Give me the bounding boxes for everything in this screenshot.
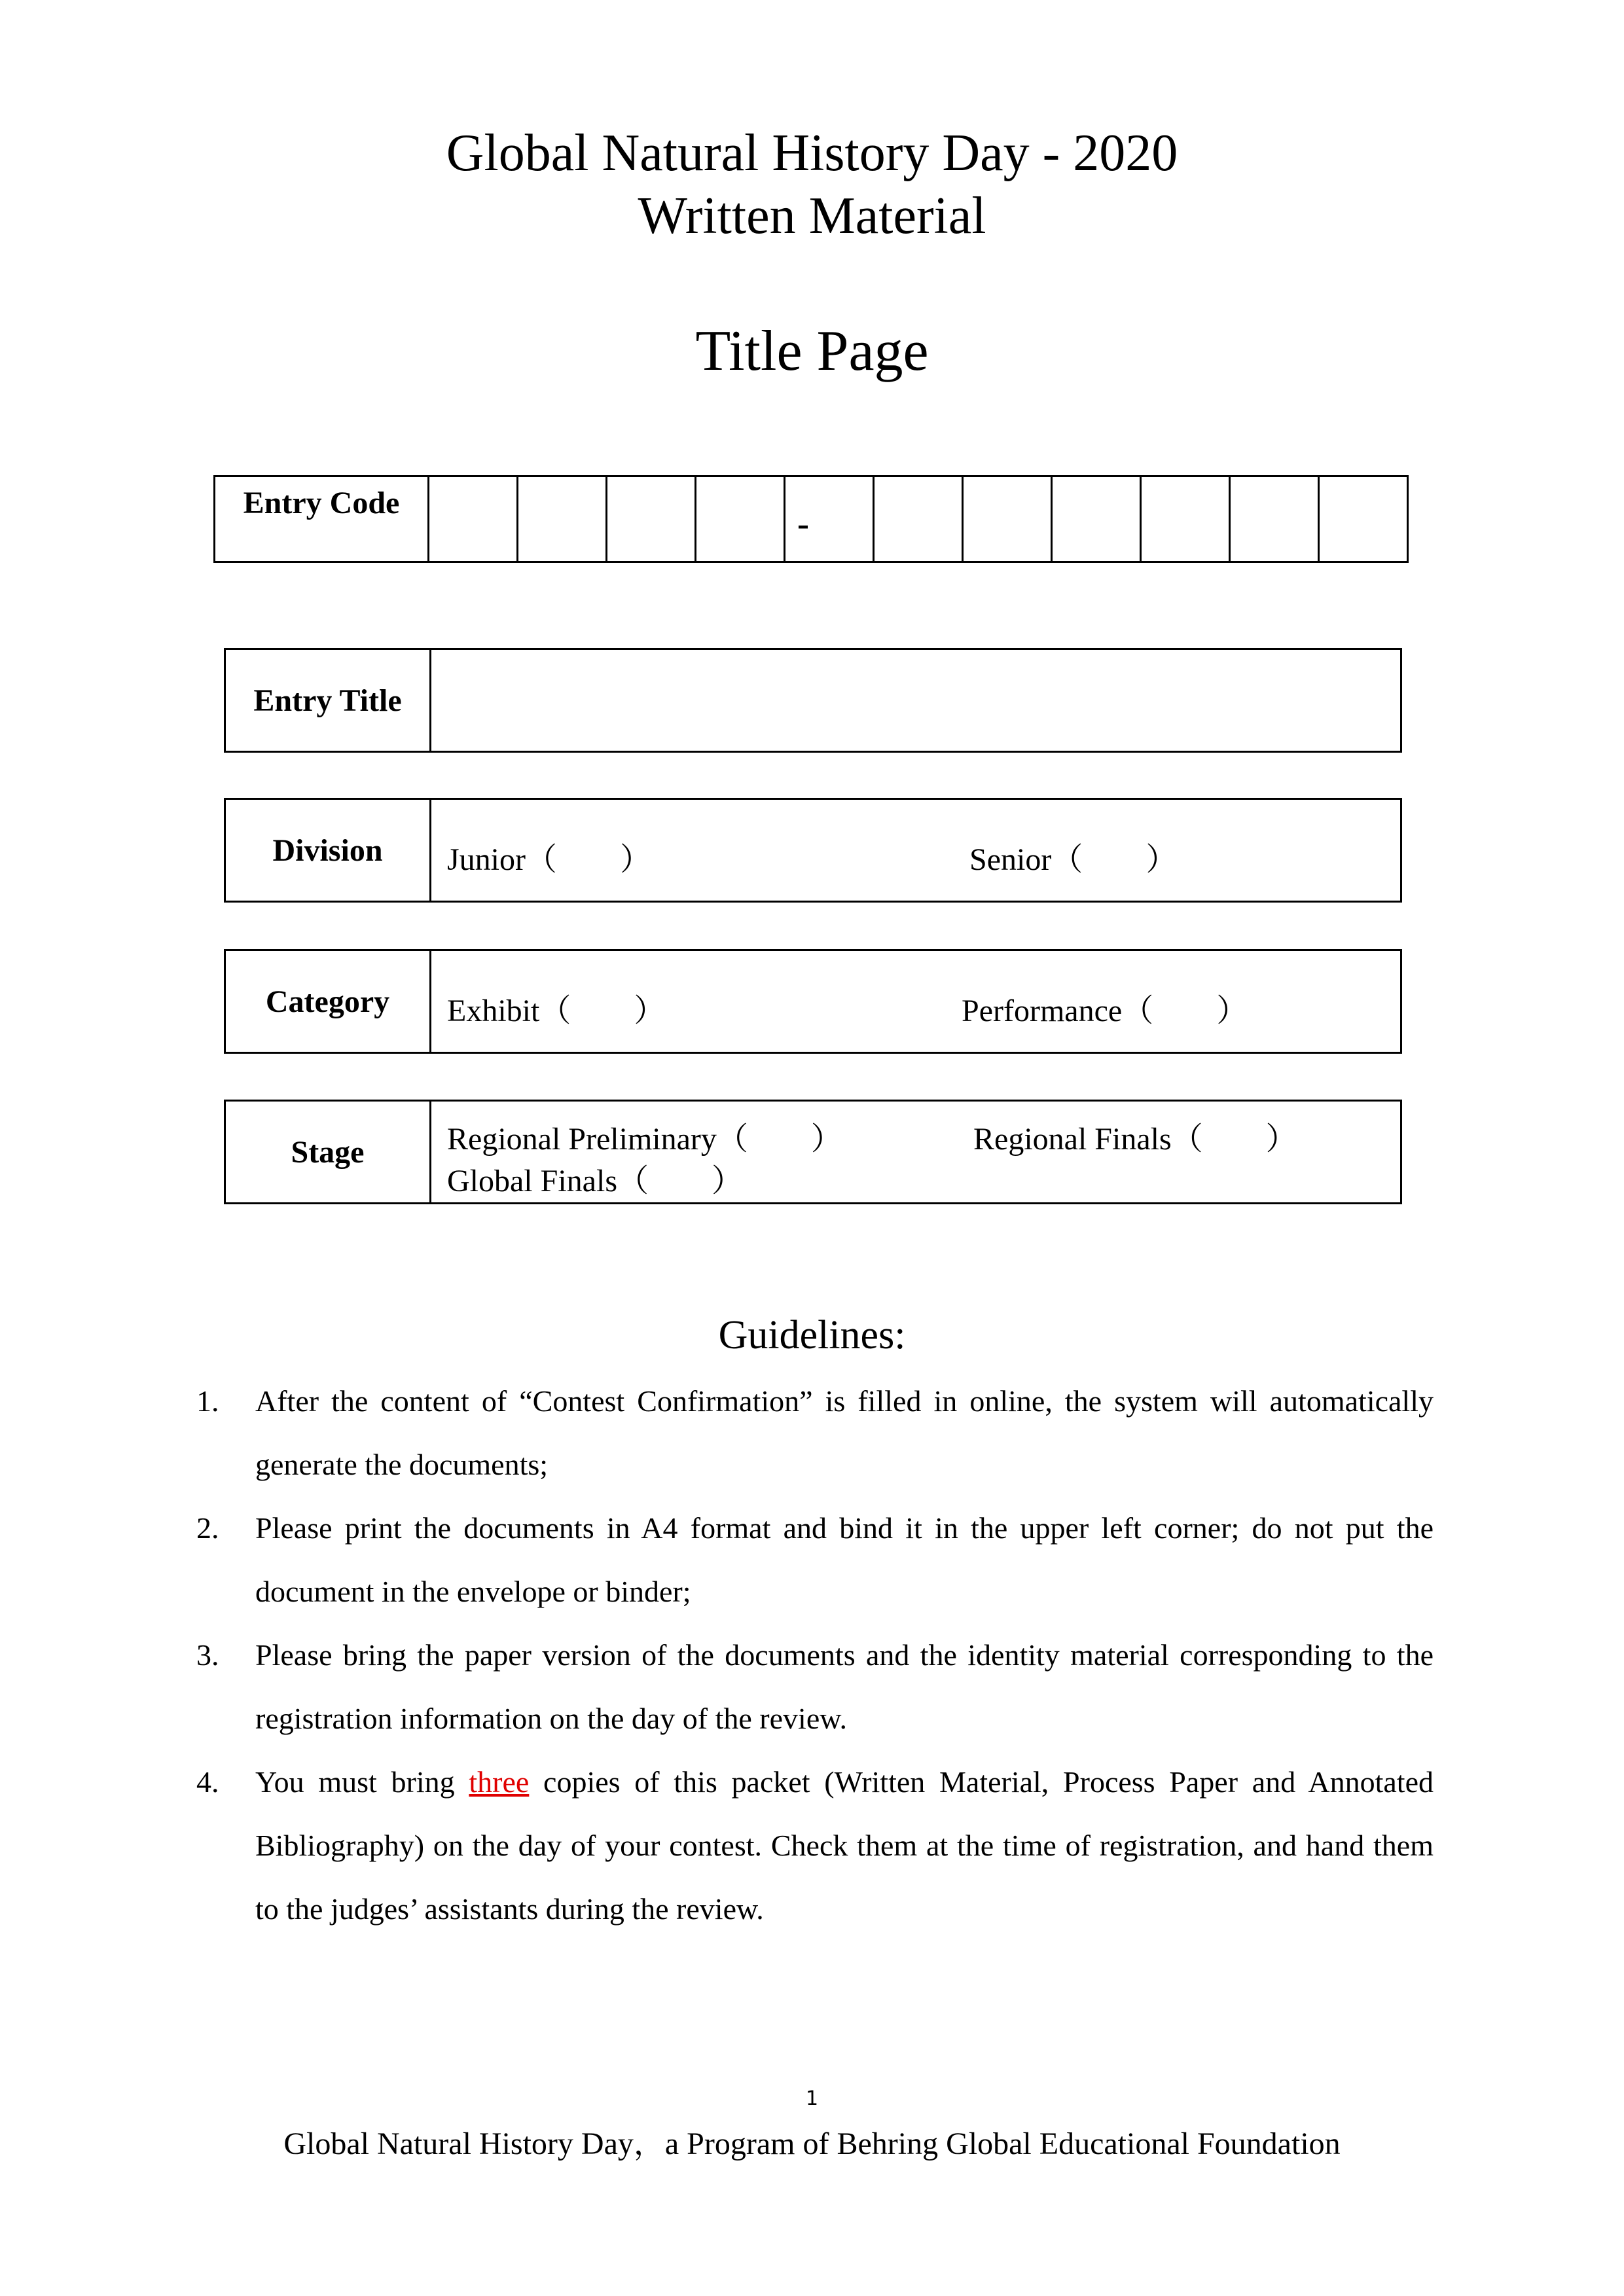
guideline-text-before: You must bring [255,1765,455,1799]
division-option-junior[interactable]: Junior（ ） [447,842,652,877]
stage-box [224,1100,1402,1204]
guideline-number: 3. [196,1638,219,1672]
entry-code-cell-5[interactable] [874,476,963,562]
entry-code-table [213,475,1409,563]
guideline-item [196,1750,1434,1941]
entry-code-cell-6[interactable] [963,476,1052,562]
guideline-item [196,1369,1434,1496]
entry-code-cell-1[interactable] [429,476,518,562]
entry-code-cell-7[interactable] [1052,476,1141,562]
division-label: Division [226,800,431,901]
stage-option-global-finals[interactable]: Global Finals（ ） [447,1164,743,1198]
stage-option-regional-finals[interactable]: Regional Finals（ ） [973,1122,1297,1157]
stage-option-regional-preliminary[interactable]: Regional Preliminary（ ） [447,1122,842,1157]
entry-code-label: Entry Code [215,476,429,562]
entry-code-cell-2[interactable] [518,476,607,562]
entry-code-cell-9[interactable] [1230,476,1319,562]
entry-code-cell-8[interactable] [1141,476,1230,562]
entry-code-cell-3[interactable] [607,476,696,562]
entry-code-cell-4[interactable] [696,476,785,562]
division-option-senior[interactable]: Senior（ ） [969,842,1178,877]
guideline-number: 2. [196,1511,219,1545]
guideline-text: Please print the documents in A4 format and bind it in the upper left corner; do not put the document in the envelope or binder; [255,1511,1434,1608]
guideline-text-after: copies of this packet (Written Material, Process Paper and Annotated Bibliography) on the day of your contest. Check them at the time of registration, and hand them to the judges’ assistants during the review. [255,1765,1434,1926]
guidelines-title: Guidelines: [718,1313,906,1357]
entry-title-label: Entry Title [226,650,431,751]
entry-code-separator: - [785,476,874,562]
category-box [224,949,1402,1054]
division-box [224,798,1402,903]
entry-title-field[interactable] [431,650,1400,751]
entry-title-box [224,648,1402,753]
stage-label: Stage [226,1102,431,1202]
guideline-number: 1. [196,1384,219,1418]
guideline-text: Please bring the paper version of the documents and the identity material corresponding to the registration information on the day of the review. [255,1638,1434,1735]
guidelines-list [196,1369,1434,1941]
header-line-1: Global Natural History Day - 2020 [446,124,1178,182]
page-number: 1 [805,2087,819,2110]
entry-code-cell-10[interactable] [1319,476,1408,562]
category-option-performance[interactable]: Performance（ ） [962,994,1248,1028]
guideline-number: 4. [196,1765,219,1799]
category-label: Category [226,951,431,1052]
category-option-exhibit[interactable]: Exhibit（ ） [447,994,666,1028]
page-footer: Global Natural History Day，a Program of Behring Global Educational Foundation [283,2126,1341,2161]
guideline-text: After the content of “Contest Confirmation” is filled in online, the system will automatically generate the documents; [255,1384,1434,1481]
guideline-item [196,1623,1434,1750]
guideline-highlight: three [469,1765,530,1799]
guideline-item [196,1496,1434,1623]
header-line-2: Written Material [638,187,986,245]
page-title: Title Page [695,319,929,383]
